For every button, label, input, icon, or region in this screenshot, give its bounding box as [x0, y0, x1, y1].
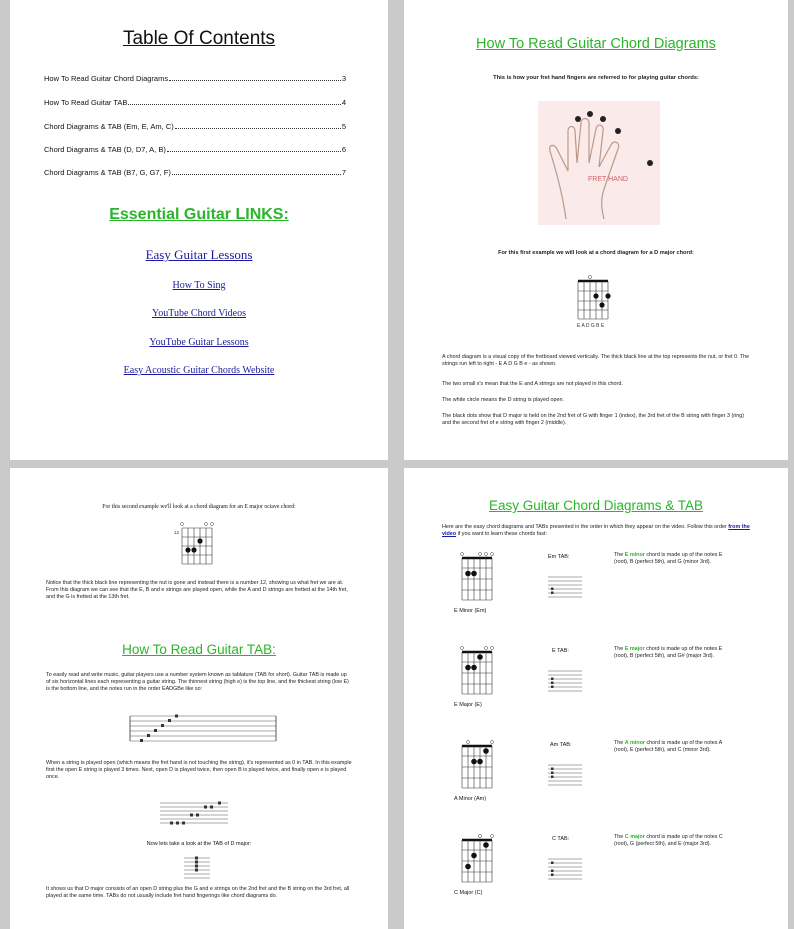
svg-text:FRET HAND: FRET HAND [588, 176, 628, 183]
link-easy-guitar-lessons[interactable]: Easy Guitar Lessons [145, 247, 253, 262]
tab-staff [548, 670, 584, 692]
chord-diagram [460, 646, 500, 698]
tab-staff-example [160, 801, 232, 825]
chord-block-em [454, 552, 754, 632]
chord-diagram [460, 552, 500, 604]
tab-title: How To Read Guitar TAB: [122, 642, 276, 657]
tab-staff [548, 576, 584, 598]
intro-text: For this second example we'll look at a chord diagram for an E major octave chord: [102, 504, 296, 510]
link-youtube-guitar-lessons[interactable]: YouTube Guitar Lessons [149, 337, 249, 348]
paragraph: The white circle means the D string is played open. [442, 397, 564, 403]
page-title: How To Read Guitar Chord Diagrams [476, 36, 716, 52]
intro-text: This is how your fret hand fingers are referred to for playing guitar chords: [493, 75, 699, 81]
toc-entry[interactable]: How To Read Guitar Chord Diagrams 3 [44, 74, 346, 83]
link-how-to-sing[interactable]: How To Sing [172, 280, 226, 291]
page-tab-reading [10, 468, 388, 929]
toc-entry[interactable]: Chord Diagrams & TAB (D, D7, A, B) 6 [44, 145, 346, 154]
paragraph: When a string is played open (which means the fret hand is not touching the string), it's represented as 0 in TAB. In this example first the open E string is played 3 times. Next, open D is played twice, then open B is played twice, and finally open e is played once. [46, 760, 352, 781]
toc-title: Table Of Contents [122, 28, 276, 49]
paragraph: Notice that the thick black line representing the nut is gone and instead there is a number 12, showing us what fret we are at. From this diagram we can see that the E, B and e strings are played open, while the A and D strings are fretted at the 14th fret, and the G is fretted at the 13th fret. [46, 580, 348, 601]
chord-diagram [460, 740, 500, 792]
chord-block-am [454, 740, 754, 820]
tab-label: Em TAB: [548, 554, 570, 560]
chord-block-e [454, 646, 754, 726]
chord-name: C Major (C) [454, 890, 483, 896]
fret-hand-image [538, 101, 660, 225]
svg-text:12: 12 [174, 530, 180, 535]
chord-description: The A minor chord is made up of the notes A (root), E (perfect 5th), and C (minor 3rd). [614, 740, 722, 754]
tab-label: E TAB: [552, 648, 569, 654]
chord-name: E Major (E) [454, 702, 482, 708]
page-title: Easy Guitar Chord Diagrams & TAB [488, 498, 704, 513]
intro-text: Here are the easy chord diagrams and TABs presented in the order in which they appear on the video. Follow this order from the video if you want to learn these chords fast: [442, 524, 750, 538]
tab-staff-open-strings [130, 714, 280, 746]
toc-entry[interactable]: How To Read Guitar TAB 4 [44, 98, 346, 107]
page-table-of-contents [10, 0, 388, 460]
paragraph: To easily read and write music, guitar players use a number system known as tablature (TAB for short). Guitar TAB is made up of six horizontal lines each representing a guitar string. The thinnest string (high e) is the top line, and the thickest string (low E) is the bottom line, and the notes run in the order EADGBe like so: [46, 672, 349, 693]
link-youtube-chord-videos[interactable]: YouTube Chord Videos [152, 308, 246, 319]
chord-description: The E major chord is made up of the notes E (root), B (perfect 5th), and G# (major 3rd). [614, 646, 723, 660]
tab-staff-d-major [184, 856, 214, 880]
paragraph: The black dots show that D major is held on the 2nd fret of G with finger 1 (index), the 3rd fret of the B string with finger 3 (ring) and the second fret of e string with finger 2 (middle). [442, 413, 745, 427]
link-acoustic-chords-website[interactable]: Easy Acoustic Guitar Chords Website [123, 365, 275, 376]
chord-diagram [460, 834, 500, 886]
chord-name: A Minor (Am) [454, 796, 487, 802]
paragraph: The two small x's mean that the E and A strings are not played in this chord. [442, 381, 623, 387]
tab-label: C TAB: [552, 836, 570, 842]
svg-text:E A D G B E: E A D G B E [577, 323, 605, 329]
toc-entry[interactable]: Chord Diagrams & TAB (Em, E, Am, C) 5 [44, 122, 346, 131]
tab-staff [548, 858, 584, 880]
from-the-video-link[interactable]: from the video [442, 524, 750, 538]
chord-name: E Minor (Em) [454, 608, 487, 614]
example-intro: For this first example we will look at a chord diagram for a D major chord: [498, 250, 694, 256]
paragraph: Now lets take a look at the TAB of D major: [146, 841, 252, 847]
chord-block-c [454, 834, 754, 914]
tab-staff [548, 764, 584, 786]
toc-entry[interactable]: Chord Diagrams & TAB (B7, G, G7, F) 7 [44, 168, 346, 177]
paragraph: A chord diagram is a visual copy of the fretboard viewed vertically. The thick black line at the top represents the nut, or fret 0. The strings run left to right - E A D G B e - as shown. [442, 354, 750, 368]
hand-illustration [538, 101, 660, 225]
tab-label: Am TAB: [550, 742, 572, 748]
chord-description: The E minor chord is made up of the notes E (root), B (perfect 5th), and G (minor 3rd). [614, 552, 723, 566]
page-chord-diagrams [404, 0, 788, 460]
chord-description: The C major chord is made up of the notes C (root), G (perfect 5th), and E (major 3rd). [614, 834, 723, 848]
e-octave-chord-diagram [176, 520, 222, 570]
d-major-chord-diagram [574, 275, 624, 335]
paragraph: It shows us that D major consists of an open D string plus the G and e strings on the 2nd fret and the B string on the 3rd fret, all played at the same time. TABs do not usually include fret hand fingerings like chord diagrams do. [46, 886, 350, 900]
links-heading: Essential Guitar LINKS: [109, 206, 289, 223]
page-easy-chords [404, 468, 788, 929]
